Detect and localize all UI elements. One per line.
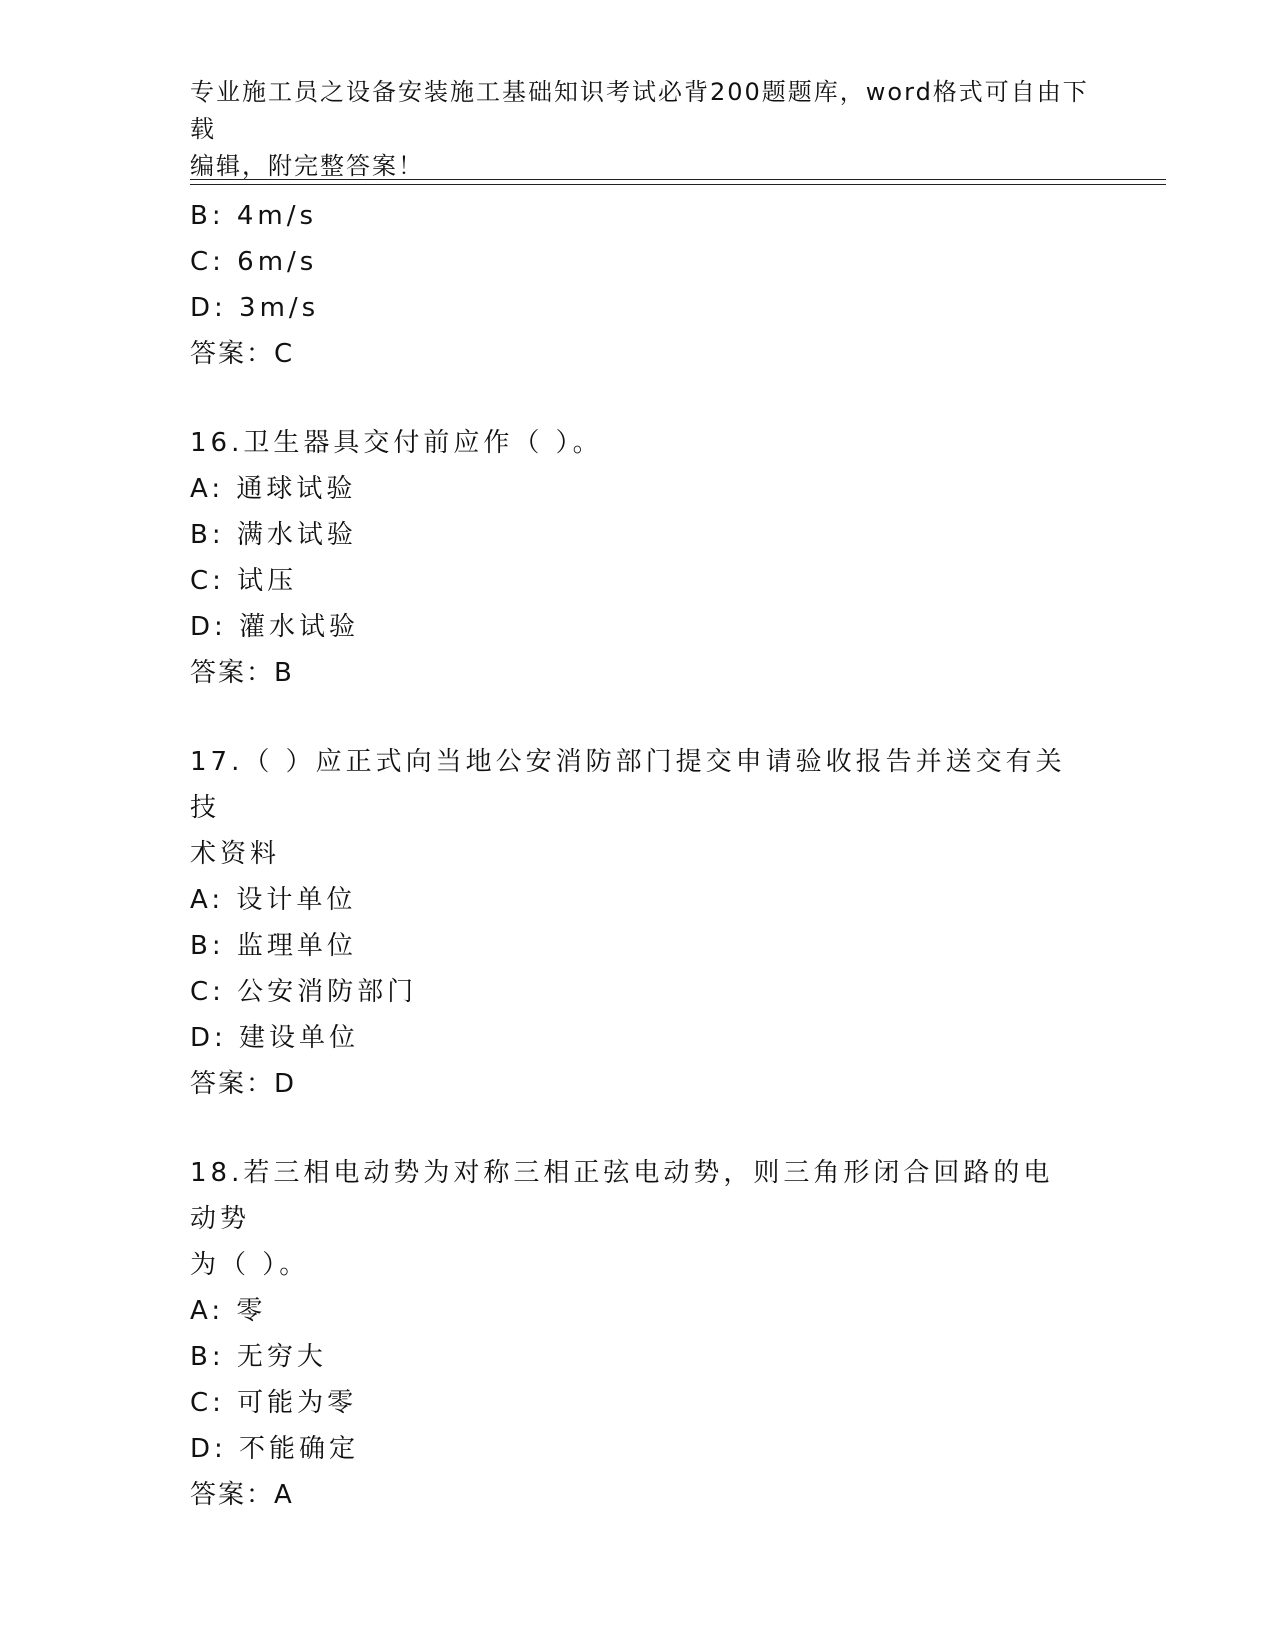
question-15-continued: [190, 193, 1110, 377]
option-a: A: 通球试验: [190, 474, 357, 504]
option-b: B: 4m/s: [190, 201, 318, 231]
option-c: C: 可能为零: [190, 1388, 358, 1418]
spacer: [190, 696, 1110, 739]
answer: 答案：A: [190, 1480, 294, 1510]
header-divider-bottom: [190, 184, 1166, 185]
question-content: [190, 193, 1110, 1518]
option-a: A: 设计单位: [190, 885, 357, 915]
option-d: D: 灌水试验: [190, 612, 360, 642]
question-stem-line-2: 为（ ）。: [190, 1250, 310, 1280]
option-d: D: 建设单位: [190, 1023, 360, 1053]
question-stem-line-2: 术资料: [190, 839, 281, 869]
question-18: [190, 1150, 1110, 1518]
header-title-line-1: 专业施工员之设备安装施工基础知识考试必背200题题库，word格式可自由下载: [190, 78, 1089, 143]
header-divider-top: [190, 179, 1166, 180]
option-a: A: 零: [190, 1296, 267, 1326]
option-b: B: 满水试验: [190, 520, 357, 550]
option-b: B: 无穷大: [190, 1342, 327, 1372]
option-d: D: 不能确定: [190, 1434, 360, 1464]
question-stem: 16.卫生器具交付前应作（ ）。: [190, 428, 603, 458]
option-c: C: 公安消防部门: [190, 977, 418, 1007]
spacer: [190, 377, 1110, 420]
option-c: C: 6m/s: [190, 247, 318, 277]
answer: 答案：D: [190, 1069, 297, 1099]
question-stem-line-1: 18.若三相电动势为对称三相正弦电动势，则三角形闭合回路的电动势: [190, 1158, 1054, 1234]
question-stem-line-1: 17.（ ）应正式向当地公安消防部门提交申请验收报告并送交有关技: [190, 747, 1066, 823]
option-b: B: 监理单位: [190, 931, 357, 961]
option-d: D: 3m/s: [190, 293, 320, 323]
question-17: [190, 739, 1110, 1107]
option-c: C: 试压: [190, 566, 298, 596]
question-16: [190, 420, 1110, 696]
answer: 答案：C: [190, 339, 295, 369]
document-header: [190, 74, 1090, 185]
header-title-line-2: 编辑，附完整答案！: [190, 152, 424, 180]
spacer: [190, 1107, 1110, 1150]
answer: 答案：B: [190, 658, 294, 688]
